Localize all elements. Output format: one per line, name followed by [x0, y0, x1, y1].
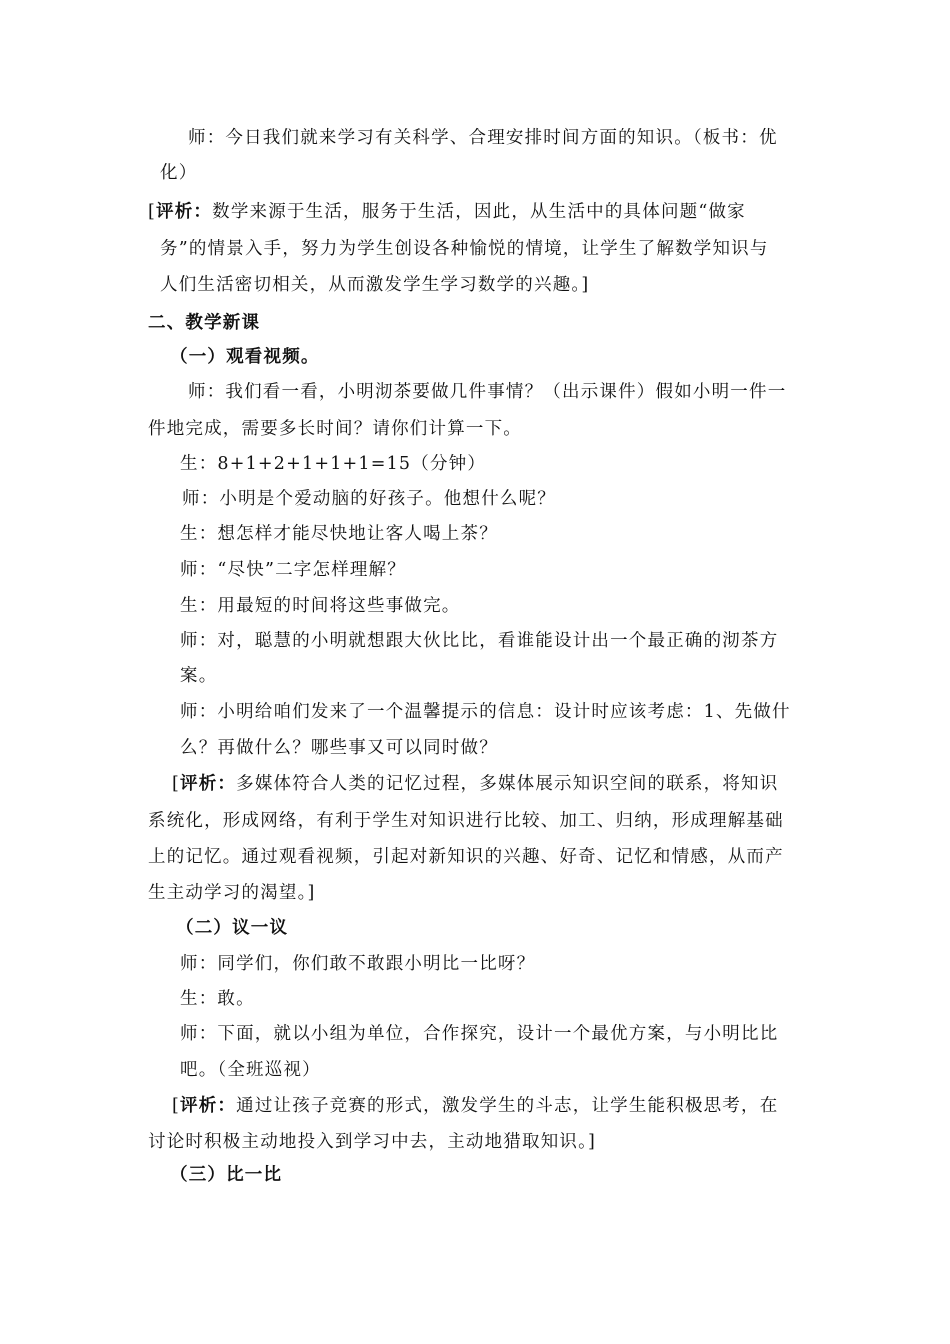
bracket-open: [ [172, 774, 181, 794]
student-line: 生：想怎样才能尽快地让客人喝上茶？ [180, 524, 498, 544]
student-line: 生：用最短的时间将这些事做完。 [180, 596, 461, 616]
teacher-line-cont: 吧。（全班巡视） [180, 1060, 321, 1080]
comment-line: 务”的情景入手，努力为学生创设各种愉悦的情境，让学生了解数学知识与 [160, 239, 769, 259]
student-line: 生：敢。 [180, 989, 255, 1009]
subsection-heading: （二）议一议 [176, 918, 289, 938]
subsection-heading: （三）比一比 [170, 1165, 283, 1185]
teacher-line: 师：今日我们就来学习有关科学、合理安排时间方面的知识。（板书：优 [188, 128, 778, 148]
subsection-heading: （一）观看视频。 [170, 347, 320, 367]
comment-line: 系统化，形成网络，有利于学生对知识进行比较、加工、归纳，形成理解基础 [148, 811, 784, 831]
comment-text: 通过让孩子竞赛的形式，激发学生的斗志，让学生能积极思考，在 [236, 1096, 779, 1116]
comment-line: 生主动学习的渴望。] [148, 883, 316, 903]
student-line: 生：8+1+2+1+1+1=15（分钟） [180, 454, 487, 474]
comment-line [172, 1094, 778, 1118]
teacher-line-cont: 化） [160, 163, 198, 183]
comment-label: 评析： [180, 1096, 237, 1116]
teacher-line-cont: 案。 [180, 666, 218, 686]
bracket-open: [ [172, 1096, 181, 1116]
comment-line: 上的记忆。通过观看视频，引起对新知识的兴趣、好奇、记忆和情感，从而产 [148, 847, 784, 867]
teacher-line: 师：“尽快”二字怎样理解？ [180, 560, 406, 580]
comment-label: 评析： [156, 202, 213, 222]
teacher-line: 师：小明给咱们发来了一个温馨提示的信息：设计时应该考虑：1、先做什 [180, 702, 791, 722]
comment-label: 评析： [180, 774, 237, 794]
teacher-line: 师：下面，就以小组为单位，合作探究，设计一个最优方案，与小明比比 [180, 1024, 779, 1044]
section-heading: 二、教学新课 [148, 313, 261, 333]
teacher-line-cont: 么？再做什么？哪些事又可以同时做？ [180, 738, 498, 758]
teacher-line: 师：对，聪慧的小明就想跟大伙比比，看谁能设计出一个最正确的沏茶方 [180, 631, 779, 651]
teacher-line-cont: 件地完成，需要多长时间？请你们计算一下。 [148, 419, 522, 439]
comment-text: 数学来源于生活，服务于生活，因此，从生活中的具体问题“做家 [212, 202, 746, 222]
teacher-line: 师：同学们，你们敢不敢跟小明比一比呀？ [180, 954, 536, 974]
comment-text: 多媒体符合人类的记忆过程，多媒体展示知识空间的联系，将知识 [236, 774, 779, 794]
comment-line: 讨论时积极主动地投入到学习中去，主动地猎取知识。] [148, 1132, 597, 1152]
comment-line [172, 772, 778, 796]
teacher-line: 师：小明是个爱动脑的好孩子。他想什么呢？ [182, 489, 556, 509]
comment-line [148, 200, 746, 224]
teacher-line: 师：我们看一看，小明沏茶要做几件事情？（出示课件）假如小明一件一 [188, 382, 787, 402]
comment-line: 人们生活密切相关，从而激发学生学习数学的兴趣。] [160, 275, 590, 295]
bracket-open: [ [148, 202, 157, 222]
